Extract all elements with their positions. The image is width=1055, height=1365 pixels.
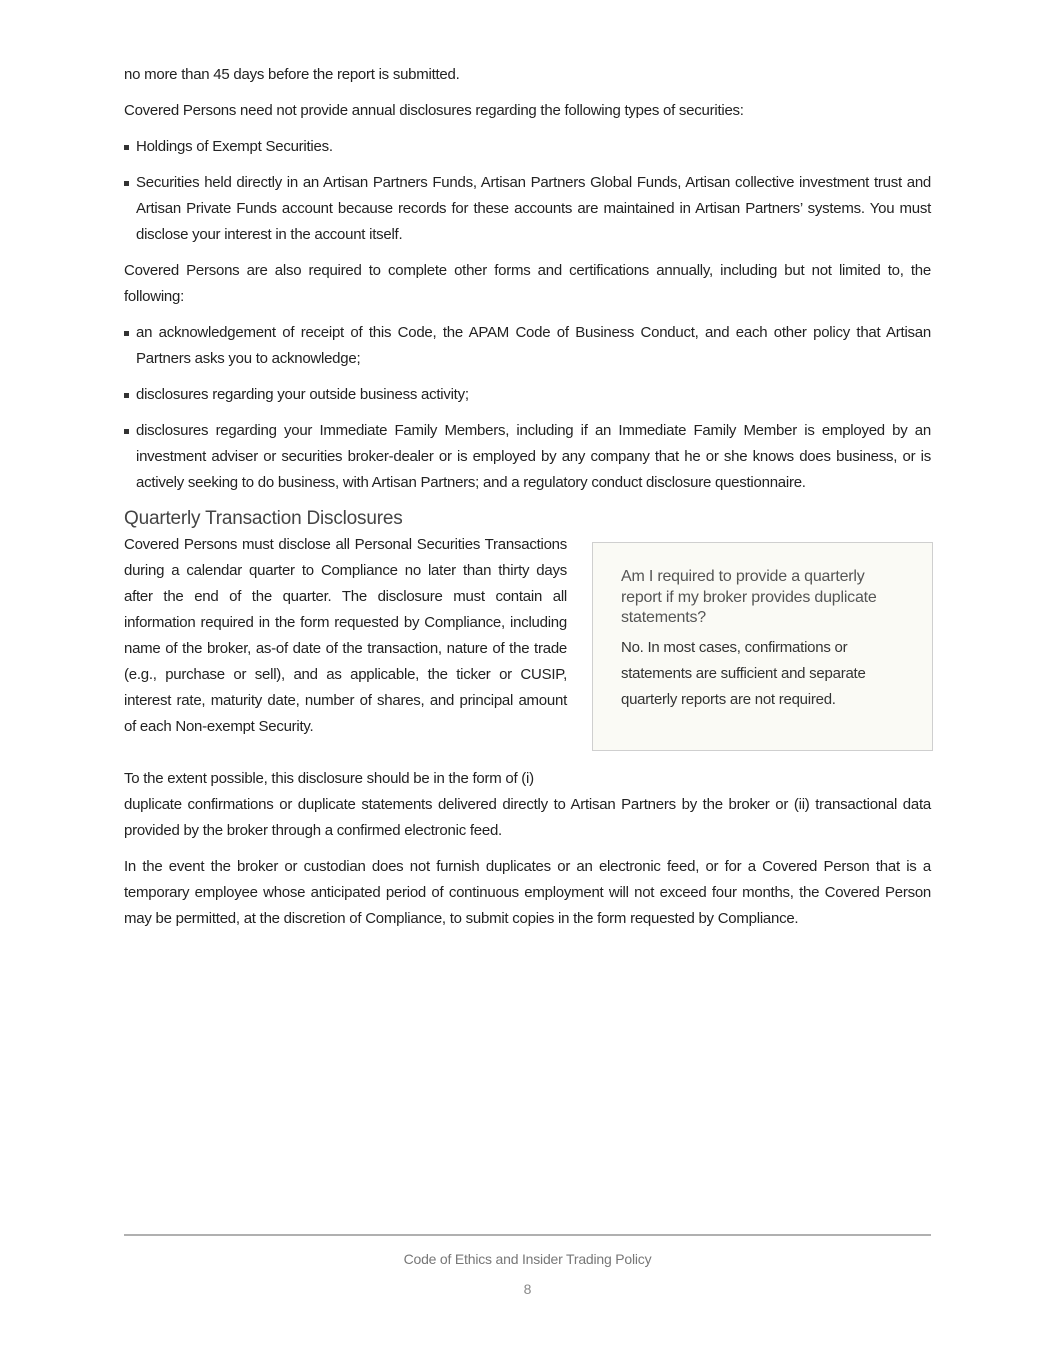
list-item: disclosures regarding your Immediate Family Members, including if an Immediate Family Member is employed by an investment adviser or securities broker-dealer or is employed by any company that he or she knows does business, or is actively seeking to do business, with Artisan Partners; and a regulatory conduct disclosure questionnaire. [124, 418, 931, 496]
bullet-icon [124, 331, 129, 336]
section-heading-quarterly: Quarterly Transaction Disclosures [124, 508, 403, 529]
quarterly-body-column [124, 532, 567, 740]
footer-divider [124, 1234, 931, 1236]
callout-answer: No. In most cases, confirmations or statements are sufficient and separate quarterly reports are not required. [621, 638, 866, 708]
bullet-icon [124, 429, 129, 434]
footer-title: Code of Ethics and Insider Trading Policy [403, 1251, 652, 1267]
list-item: disclosures regarding your outside business activity; [124, 382, 931, 408]
list-item: Securities held directly in an Artisan Partners Funds, Artisan Partners Global Funds, Artisan collective investment trust and Artisan Private Funds account because records for these accounts are maintained in Artisan Partners’ systems. You must disclose your interest in the account itself. [124, 170, 931, 248]
quarterly-body: Covered Persons must disclose all Personal Securities Transactions during a calendar quarter to Compliance no later than thirty days after the end of the quarter. The disclosure must contain all information required in the form requested by Compliance, including name of the broker, as-of date of the transaction, nature of the trade (e.g., purchase or sell), and as applicable, the ticker or CUSIP, interest rate, maturity date, number of shares, and principal amount of each Non-exempt Security. [124, 536, 567, 735]
intro-continuation: no more than 45 days before the report is submitted. [124, 66, 460, 83]
other-forms-intro: Covered Persons are also required to complete other forms and certifications annually, including but not limited to, the following: [124, 262, 931, 305]
form-line-1: To the extent possible, this disclosure should be in the form of (i) [124, 770, 534, 787]
page-body [124, 62, 931, 942]
bullet-icon [124, 181, 129, 186]
list-item: an acknowledgement of receipt of this Code, the APAM Code of Business Conduct, and each other policy that Artisan Partners asks you to acknowledge; [124, 320, 931, 372]
exception-paragraph: In the event the broker or custodian does not furnish duplicates or an electronic feed, or for a Covered Person that is a temporary employee whose anticipated period of continuous employment will not exceed four months, the Covered Person may be permitted, at the discretion of Compliance, to submit copies in the form requested by Compliance. [124, 858, 931, 927]
quarterly-section [124, 532, 931, 766]
faq-callout [592, 542, 933, 751]
bullet-icon [124, 393, 129, 398]
form-line-rest: duplicate confirmations or duplicate statements delivered directly to Artisan Partners by the broker or (ii) transactional data provided by the broker through a confirmed electronic feed. [124, 796, 931, 839]
bullet-icon [124, 145, 129, 150]
exempt-securities-list [124, 134, 931, 248]
page-number: 8 [523, 1281, 532, 1297]
callout-question: Am I required to provide a quarterly report if my broker provides duplicate statements? [621, 568, 877, 626]
exempt-securities-intro: Covered Persons need not provide annual disclosures regarding the following types of securities: [124, 102, 744, 119]
list-item: Holdings of Exempt Securities. [124, 134, 931, 160]
other-forms-list [124, 320, 931, 496]
